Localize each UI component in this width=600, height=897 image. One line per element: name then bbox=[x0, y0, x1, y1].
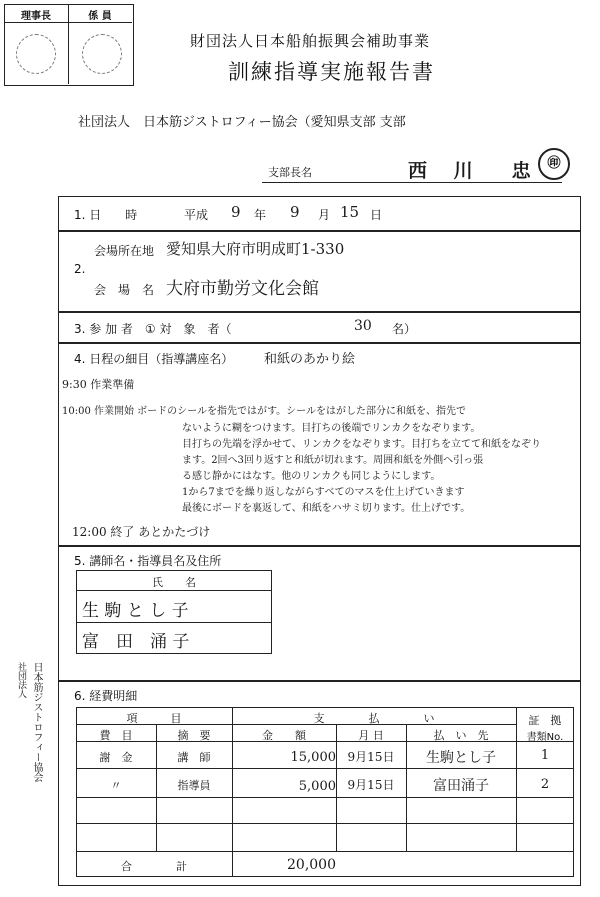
schedule-line: 目打ちの先端を浮かせて、リンカクをなぞります。目打ちを立てて和紙をなぞり bbox=[182, 439, 541, 450]
date-year: 9 bbox=[231, 203, 241, 221]
expense-amount: 15,000 bbox=[290, 750, 336, 765]
expense-docno-header: 書類No. bbox=[526, 732, 564, 743]
document-heading: 財団法人日本船舶振興会補助事業 bbox=[190, 32, 431, 50]
expense-payee-header: 払 い 先 bbox=[433, 729, 489, 742]
document-page: 理事長 係 員 財団法人日本船舶振興会補助事業 訓練指導実施報告書 社団法人 日本筋ジストロフィー協会（愛知県支部 支部 支部長名 西 川 忠 ㊞ 1. 日 時 平成 9 年 9 月 15 日 2. 会場所在地 愛知県大府市明成町1-330 会 場 名 大府市勤労文化会館 3. 参 加 者 ① 対 象 者（ 30 名） 4. 日程の細目（指導講座名） 和紙のあかり絵 9:30 作業準備 10:00 作業開始 ボードのシールを指先ではがす。シールをはがした部分に和紙を、指先で ないように糊をつけます。目打ちの後端でリンカクをなぞります。 目打ちの先端を浮かせて、リンカクをなぞります。目打ちを立てて和紙をなぞり ます。2回へ3回り返すと和紙が切れます。周囲和紙を外側へ引っ張 る感じ静かにはなす。他のリンカクも同じようにします。 1から7までを繰り返しながらすべてのマスを仕上げていきます 最後にボードを裏返して、和紙をハサミ切ります。仕上げです。 12:00 終了 あとかたづけ 5. 講師名・指導員名及住所 氏 名 生 駒 と し 子 富 田 涌 子 6. 経費明細 項 目 支 払 い 証 拠 費 目 摘 要 金 額 月 日 払 い 先 書類No. 謝 金 講 師 15,000 9月15日 生駒とし子 1 〃 指導員 5,000 9月15日 富田涌子 2 合 計 20,000 日本筋ジストロフィー協会 社団法人 bbox=[0, 0, 600, 897]
venue-address-label: 会場所在地 bbox=[94, 244, 155, 258]
expense-amount: 5,000 bbox=[298, 779, 336, 794]
course-name: 和紙のあかり絵 bbox=[264, 352, 356, 367]
chairman-label: 理事長 bbox=[21, 11, 51, 22]
staff-seal bbox=[82, 34, 122, 74]
expense-item-header: 項 目 bbox=[126, 712, 182, 725]
date-label: 1. 日 時 bbox=[74, 208, 138, 222]
date-day: 15 bbox=[340, 203, 360, 221]
instructor-name: 富 田 涌 子 bbox=[82, 632, 190, 652]
schedule-line: 1から7までを繰り返しながらすべてのマスを仕上げていきます bbox=[182, 487, 465, 498]
venue-address: 愛知県大府市明成町1-330 bbox=[166, 240, 345, 258]
expense-summary-header: 摘 要 bbox=[177, 729, 211, 742]
expense-amount-header: 金 額 bbox=[262, 729, 306, 742]
participants-label: 3. 参 加 者 ① 対 象 者（ bbox=[74, 322, 232, 336]
expense-summary: 講 師 bbox=[177, 751, 211, 764]
expense-date: 9月15日 bbox=[347, 778, 395, 792]
schedule-line: ないように糊をつけます。目打ちの後端でリンカクをなぞります。 bbox=[182, 423, 481, 434]
chief-label: 支部長名 bbox=[268, 166, 312, 179]
expense-subject-header: 費 目 bbox=[99, 729, 133, 742]
expense-date: 9月15日 bbox=[347, 750, 395, 764]
chief-seal: ㊞ bbox=[538, 148, 570, 180]
date-month: 9 bbox=[290, 203, 300, 221]
expense-summary: 指導員 bbox=[177, 779, 211, 792]
expense-total-label: 合 計 bbox=[121, 860, 187, 873]
expense-date-header: 月 日 bbox=[358, 729, 384, 742]
side-organization-name: 日本筋ジストロフィー協会 bbox=[31, 662, 42, 782]
chief-name: 西 川 忠 bbox=[408, 160, 541, 182]
expense-payee: 富田涌子 bbox=[433, 778, 489, 794]
schedule-line: 12:00 終了 あとかたづけ bbox=[72, 525, 211, 539]
side-organization-type: 社団法人 bbox=[16, 662, 26, 698]
instructors-column-header: 氏 名 bbox=[152, 576, 196, 589]
venue-name: 大府市勤労文化会館 bbox=[166, 279, 319, 299]
staff-label: 係 員 bbox=[88, 11, 112, 22]
participants-count: 30 bbox=[354, 318, 372, 334]
document-title: 訓練指導実施報告書 bbox=[228, 60, 435, 84]
expense-docno: 1 bbox=[540, 748, 550, 763]
organization-line: 社団法人 日本筋ジストロフィー協会（愛知県支部 支部 bbox=[78, 115, 406, 130]
schedule-line: ます。2回へ3回り返すと和紙が切れます。周囲和紙を外側へ引っ張 bbox=[182, 455, 484, 466]
schedule-label: 4. 日程の細目（指導講座名） bbox=[74, 352, 234, 366]
schedule-line: 10:00 作業開始 ボードのシールを指先ではがす。シールをはがした部分に和紙を、指先で bbox=[62, 406, 466, 417]
venue-section-number: 2. bbox=[74, 262, 86, 276]
expense-docno: 2 bbox=[540, 777, 550, 792]
expense-subject: 謝 金 bbox=[99, 751, 133, 764]
expense-proof-header: 証 拠 bbox=[528, 714, 562, 727]
schedule-line: 9:30 作業準備 bbox=[62, 378, 135, 391]
schedule-line: る感じ静かにはなす。他のリンカクも同じようにします。 bbox=[182, 471, 441, 482]
date-era: 平成 bbox=[184, 208, 209, 222]
chairman-seal bbox=[16, 34, 56, 74]
expense-total-amount: 20,000 bbox=[287, 857, 336, 873]
venue-name-label: 会 場 名 bbox=[94, 283, 155, 297]
instructor-name: 生 駒 と し 子 bbox=[82, 601, 189, 621]
instructors-label: 5. 講師名・指導員名及住所 bbox=[74, 554, 222, 568]
expense-payment-header: 支 払 い bbox=[313, 712, 435, 725]
expense-subject: 〃 bbox=[110, 779, 122, 792]
expense-label: 6. 経費明細 bbox=[74, 689, 138, 703]
schedule-line: 最後にボードを裏返して、和紙をハサミ切ります。仕上げです。 bbox=[182, 503, 471, 514]
expense-payee: 生駒とし子 bbox=[426, 750, 496, 766]
